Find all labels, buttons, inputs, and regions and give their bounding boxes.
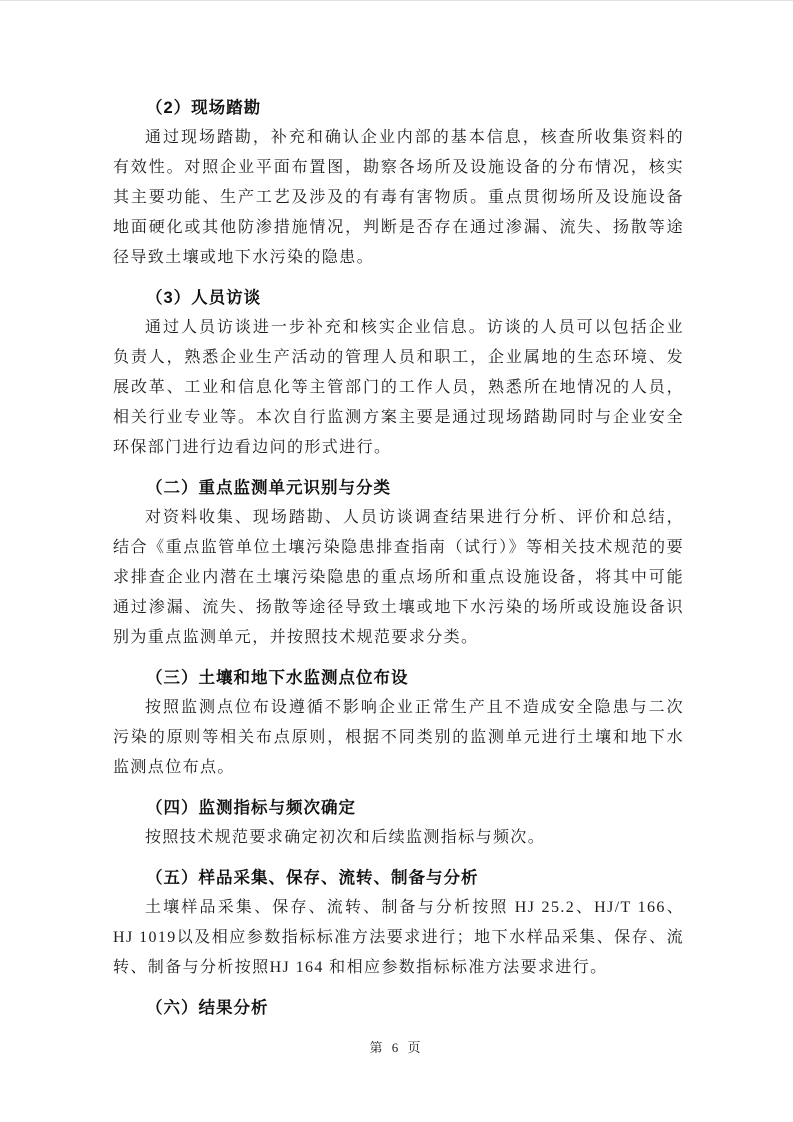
paragraph: 土壤样品采集、保存、流转、制备与分析按照 HJ 25.2、HJ/T 166、HJ 1019以及相应参数指标标准方法要求进行；地下水样品采集、保存、流转、制备与分析按照HJ 164 和相应参数指标标准方法要求进行。 (113, 899, 684, 976)
page-number: 第 6 页 (369, 1040, 424, 1055)
section-site-survey (113, 93, 684, 273)
section-key-monitoring-unit (113, 473, 684, 653)
section-personnel-interview (113, 283, 684, 463)
paragraph: 通过人员访谈进一步补充和核实企业信息。访谈的人员可以包括企业负责人，熟悉企业生产活动的管理人员和职工，企业属地的生态环境、发展改革、工业和信息化等主管部门的工作人员，熟悉所在地情况的人员，相关行业专业等。本次自行监测方案主要是通过现场踏勘同时与企业安全环保部门进行边看边问的形式进行。 (113, 319, 684, 456)
section-heading: （三）土壤和地下水监测点位布设 (146, 669, 409, 687)
page-footer (0, 1037, 793, 1057)
section-heading: （2）现场踏勘 (146, 99, 262, 117)
paragraph: 对资料收集、现场踏勘、人员访谈调查结果进行分析、评价和总结，结合《重点监管单位土壤污染隐患排查指南（试行）》等相关技术规范的要求排查企业内潜在土壤污染隐患的重点场所和重点设施设备，将其中可能通过渗漏、流失、扬散等途径导致土壤或地下水污染的场所或设施设备识别为重点监测单元，并按照技术规范要求分类。 (113, 509, 684, 646)
document-body (113, 93, 684, 1023)
section-heading: （六）结果分析 (146, 999, 269, 1017)
section-heading: （四）监测指标与频次确定 (146, 799, 356, 817)
paragraph: 按照技术规范要求确定初次和后续监测指标与频次。 (145, 829, 546, 846)
section-sample-handling (113, 863, 684, 983)
section-heading: （二）重点监测单元识别与分类 (146, 479, 391, 497)
section-result-analysis (113, 993, 684, 1023)
section-heading: （3）人员访谈 (146, 289, 262, 307)
paragraph: 按照监测点位布设遵循不影响企业正常生产且不造成安全隐患与二次污染的原则等相关布点原则，根据不同类别的监测单元进行土壤和地下水监测点位布点。 (113, 699, 684, 776)
section-heading: （五）样品采集、保存、流转、制备与分析 (146, 869, 479, 887)
paragraph: 通过现场踏勘，补充和确认企业内部的基本信息，核查所收集资料的有效性。对照企业平面布置图，勘察各场所及设施设备的分布情况，核实其主要功能、生产工艺及涉及的有毒有害物质。重点贯彻场所及设施设备地面硬化或其他防渗措施情况，判断是否存在通过渗漏、流失、扬散等途径导致土壤或地下水污染的隐患。 (113, 129, 684, 266)
section-indicators-frequency (113, 793, 684, 853)
section-monitoring-point-layout (113, 663, 684, 783)
